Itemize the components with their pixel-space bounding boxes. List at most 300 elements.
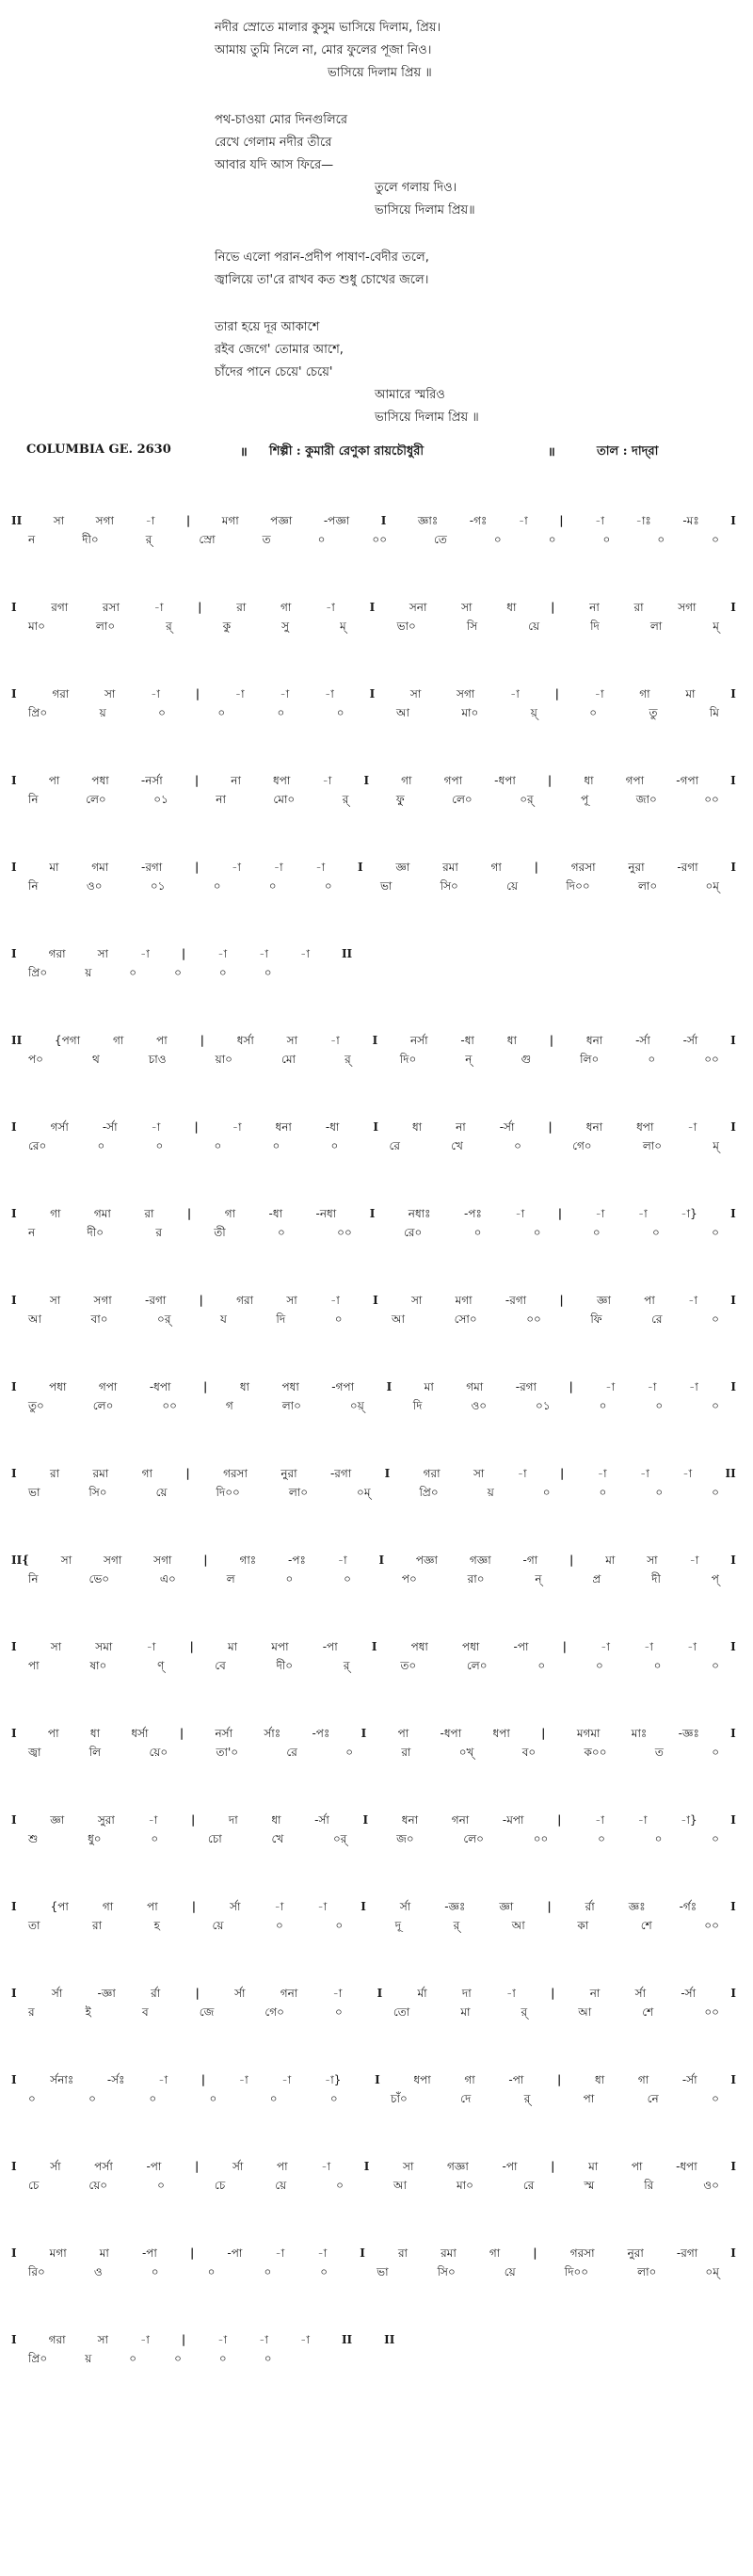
lyrics-line: ভাসিয়ে দিলাম প্রিয়॥: [375, 203, 475, 217]
syllable: না: [216, 793, 226, 806]
swara-note: ধর্সা: [131, 1727, 149, 1740]
swara-note: পধা: [91, 774, 109, 787]
syllable: আ: [578, 2005, 592, 2019]
swara-note: ধা: [506, 1034, 517, 1047]
swara-note: মা: [99, 2246, 109, 2260]
syllable-line: [11, 2091, 736, 2110]
swara-note: র্সা: [634, 1987, 647, 2000]
syllable: নে: [647, 2092, 659, 2105]
swara-note: -া: [518, 514, 528, 527]
syllable: মো০: [273, 793, 296, 806]
syllable: সু: [281, 620, 290, 633]
bar-line: I: [373, 1120, 378, 1134]
swara-note: ধনা: [401, 1813, 419, 1827]
swara-note: -া: [217, 947, 228, 960]
swara-note: -রগা: [515, 1380, 537, 1393]
syllable: ০: [599, 1486, 607, 1499]
bar-line: |: [569, 1554, 574, 1567]
syllable: তা'০: [216, 1746, 239, 1759]
syllable: ০: [157, 2179, 165, 2192]
swara-line: [11, 2246, 736, 2264]
swara-note: গনা: [280, 1987, 298, 2000]
syllable: কু: [222, 620, 232, 633]
swara-note: মপা: [271, 1640, 289, 1653]
lyrics-line: তুলে গলায় দিও।: [375, 181, 457, 195]
syllable-line: [11, 1225, 736, 1244]
swara-note: -া: [234, 687, 245, 700]
syllable-line: [11, 1745, 736, 1763]
syllable: শু: [28, 1832, 39, 1845]
lyrics-line: আমায় তুমি নিলে না, মোর ফুলের পূজা নিও।: [215, 43, 432, 57]
swara-note: পা: [644, 1294, 655, 1307]
syllable: ০: [174, 2352, 182, 2365]
syllable: তু০: [28, 1399, 44, 1412]
syllable: য়: [487, 1486, 494, 1499]
swara-note: নুরা: [628, 861, 645, 874]
swara-note: সা: [286, 1294, 297, 1307]
syllable: দী০: [276, 1659, 294, 1672]
swara-note: গা: [50, 1207, 61, 1220]
syllable: ০র্: [332, 1832, 347, 1845]
bar-line: I: [375, 2073, 380, 2086]
syllable: ০: [285, 1572, 294, 1586]
bar-line: I: [360, 2246, 365, 2260]
bar-line: |: [547, 1900, 552, 1913]
swara-note: -ধপা: [149, 1380, 171, 1393]
syllable: লা০: [637, 2265, 657, 2278]
bar-line: I: [730, 1554, 736, 1567]
syllable: আ: [392, 1312, 406, 1326]
syllable: ০: [592, 1226, 601, 1239]
swara-note: পধা: [49, 1380, 67, 1393]
swara-note: -ধপা: [676, 2160, 697, 2173]
swara-note: -া: [682, 1467, 693, 1480]
swara-note: ধা: [411, 1120, 423, 1134]
syllable: র: [28, 2005, 35, 2019]
swara-note: -া: [337, 1554, 347, 1567]
syllable-line: [11, 792, 736, 811]
syllable: ০: [599, 1399, 607, 1412]
syllable: রে: [389, 1139, 400, 1152]
syllable: ০: [151, 1832, 159, 1845]
bar-line: I: [11, 1640, 17, 1653]
syllable: মি: [709, 706, 719, 719]
syllable: য়: [85, 966, 92, 979]
swara-note: -া: [140, 2333, 150, 2346]
syllable: ০: [652, 1226, 660, 1239]
bar-line: |: [194, 774, 200, 787]
syllable: ম্: [713, 1139, 719, 1152]
swara-line: [11, 1379, 736, 1398]
swara-note: র্মা: [417, 1987, 427, 2000]
syllable: প০: [28, 1053, 43, 1066]
syllable: ০: [542, 1486, 551, 1499]
syllable: সি০: [440, 879, 458, 893]
syllable: গু: [521, 1053, 532, 1066]
swara-note: গা: [490, 861, 502, 874]
swara-note: জ্ঞা: [395, 861, 410, 874]
syllable: প্র: [592, 1572, 601, 1586]
swara-note: -মঃ: [682, 514, 699, 527]
lyrics-line: রেখে গেলাম নদীর তীরে: [215, 136, 332, 150]
swara-note: সা: [403, 2160, 414, 2173]
syllable: পূ: [581, 793, 589, 806]
swara-note: না: [456, 1120, 466, 1134]
tala-label: তাল : দাদ্‌রা: [597, 444, 659, 459]
syllable: ০: [336, 706, 344, 719]
syllable: জ০: [396, 1832, 414, 1845]
syllable: ০: [345, 1746, 354, 1759]
bar-line: I: [11, 1120, 17, 1134]
lyrics-line: পথ-চাওয়া মোর দিনগুলিরে: [215, 113, 348, 127]
syllable: ০: [595, 1659, 603, 1672]
syllable: ণ্: [157, 1659, 165, 1672]
bar-line: |: [189, 1640, 194, 1653]
swara-note: -রগা: [329, 1467, 352, 1480]
swara-note: -া: [324, 687, 334, 700]
swara-line: [11, 773, 736, 792]
swara-note: পা: [48, 774, 60, 787]
bar-line: |: [534, 861, 539, 874]
swara-line: [11, 1206, 736, 1225]
syllable: র্: [521, 2005, 528, 2019]
swara-note: গরসা: [570, 861, 596, 874]
syllable: আ: [28, 1312, 41, 1326]
syllable: ০: [158, 706, 166, 719]
bar-line: I: [730, 2160, 736, 2173]
swara-line: [11, 686, 736, 705]
syllable: মা০: [456, 2179, 473, 2192]
notation-row: [11, 2159, 736, 2246]
swara-note: -া: [322, 774, 332, 787]
swara-note: গনা: [451, 1813, 470, 1827]
syllable: ভা: [376, 2265, 389, 2278]
swara-line: [11, 2072, 736, 2091]
swara-note: গজ্ঞা: [447, 2160, 469, 2173]
swara-note: -ধা: [460, 1034, 474, 1047]
swara-note: -া: [597, 1467, 607, 1480]
bar-line: |: [199, 1294, 203, 1307]
syllable-line: [11, 1918, 736, 1937]
syllable: ০০: [372, 533, 388, 546]
swara-note: -া: [317, 1900, 328, 1913]
swara-note: নুরা: [280, 1467, 297, 1480]
syllable: দি০০: [216, 1486, 240, 1499]
syllable: জা০: [635, 793, 657, 806]
syllable-line: [11, 878, 736, 897]
swara-note: গরা: [236, 1294, 254, 1307]
swara-note: -া: [687, 1120, 697, 1134]
header-separator: ॥: [240, 445, 248, 459]
syllable: লা০: [281, 1399, 301, 1412]
swara-note: সা: [97, 947, 108, 960]
swara-note: -মপা: [502, 1813, 524, 1827]
syllable: সো০: [454, 1312, 477, 1326]
swara-note: -া: [151, 687, 160, 700]
notation-row: [11, 2072, 736, 2159]
bar-line: I: [376, 1987, 383, 2000]
swara-line: [11, 1812, 736, 1831]
swara-note: না: [231, 774, 241, 787]
swara-note: ধা: [239, 1380, 250, 1393]
syllable: দি০০: [566, 879, 590, 893]
syllable-line: [11, 1398, 736, 1417]
syllable: লি: [88, 1746, 102, 1759]
swara-note: ধপা: [492, 1727, 510, 1740]
swara-note: রা: [144, 1207, 154, 1220]
syllable: ০০: [704, 1919, 719, 1932]
syllable: য: [219, 1312, 227, 1326]
bar-line: I: [11, 1207, 17, 1220]
syllable: স্ম: [584, 2179, 595, 2192]
syllable: য়ে: [504, 2265, 516, 2278]
swara-note: -া: [317, 2246, 328, 2260]
notation-row: [11, 513, 736, 600]
syllable: র্: [453, 1919, 460, 1932]
swara-note: পধা: [462, 1640, 480, 1653]
lyrics-stanza: [215, 17, 648, 85]
syllable: ০খ্: [458, 1746, 474, 1759]
swara-note: -া: [330, 1294, 340, 1307]
syllable: দি০: [399, 1053, 417, 1066]
bar-line: |: [195, 861, 200, 874]
swara-note: -া}: [681, 1813, 697, 1827]
swara-note: -পা: [508, 2073, 524, 2086]
swara-note: জ্ঞা: [499, 1900, 514, 1913]
syllable: ০: [264, 2265, 272, 2278]
syllable: ধু০: [88, 1832, 102, 1845]
swara-note: মগা: [49, 2246, 67, 2260]
syllable: লা০: [642, 1139, 663, 1152]
syllable: য়া০: [215, 1053, 232, 1066]
syllable: গে০: [264, 2005, 284, 2019]
syllable: ০র্: [157, 1312, 171, 1326]
swara-note: সুরা: [97, 1813, 115, 1827]
swara-note: রা: [50, 1467, 60, 1480]
swara-note: গা: [102, 1900, 114, 1913]
syllable: ০য়্: [349, 1399, 364, 1412]
bar-line: I: [11, 1727, 17, 1740]
syllable-line: [11, 2178, 736, 2197]
syllable: আ: [511, 1919, 525, 1932]
syllable: ০: [217, 706, 226, 719]
swara-note: গরসা: [223, 1467, 248, 1480]
syllable: স্রো: [199, 533, 216, 546]
syllable: ০০: [526, 1312, 541, 1326]
syllable: র্: [344, 1053, 351, 1066]
syllable: থ: [91, 1053, 100, 1066]
syllable: জে: [199, 2005, 215, 2019]
swara-note: র্সা: [232, 2160, 244, 2173]
swara-note: ধনা: [585, 1034, 603, 1047]
swara-note: -র্সা: [635, 1034, 650, 1047]
swara-note: {পা: [50, 1900, 69, 1913]
swara-note: সা: [473, 1467, 485, 1480]
syllable: য়ে: [275, 2179, 287, 2192]
syllable: ০: [648, 1053, 656, 1066]
syllable: ও০: [471, 1399, 488, 1412]
swara-note: সগা: [95, 514, 114, 527]
swara-note: -জ্ঞা: [97, 1987, 116, 2000]
swara-note: রা: [236, 601, 247, 614]
syllable-line: [11, 2264, 736, 2283]
swara-note: -র্সা: [102, 1120, 118, 1134]
syllable: রা০: [467, 1572, 485, 1586]
swara-note: -া: [145, 514, 155, 527]
syllable: ত: [654, 1746, 664, 1759]
syllable: তা: [28, 1919, 40, 1932]
swara-line: [11, 600, 736, 619]
swara-note: মা: [228, 1640, 238, 1653]
syllable: গ: [225, 1399, 233, 1412]
syllable: য়ে০: [149, 1746, 168, 1759]
swara-note: -গঃ: [469, 514, 488, 527]
syllable: ০: [88, 2092, 96, 2105]
swara-note: -া: [595, 1207, 605, 1220]
swara-note: -া: [158, 2073, 168, 2086]
syllable: জ্বা: [28, 1746, 41, 1759]
swara-note: -া: [505, 1987, 516, 2000]
bar-line: I: [730, 601, 736, 614]
syllable: ও: [93, 2265, 103, 2278]
syllable: ০: [712, 1226, 719, 1239]
bar-line: I: [369, 1207, 376, 1220]
notation-row: [11, 1379, 736, 1466]
swara-note: পা: [156, 1034, 168, 1047]
syllable: ০: [97, 1139, 105, 1152]
swara-note: -পা: [322, 1640, 338, 1653]
syllable: নি: [28, 1572, 39, 1586]
syllable: ০: [209, 2092, 217, 2105]
lyrics-line: চাঁদের পানে চেয়ে' চেয়ে': [215, 365, 333, 379]
bar-line: |: [557, 2073, 562, 2086]
syllable: ০: [533, 1226, 541, 1239]
syllable: আ: [395, 706, 409, 719]
syllable: ন্: [535, 1572, 542, 1586]
syllable: ও০: [86, 879, 103, 893]
syllable: রে: [522, 2179, 535, 2192]
lyrics-line: রইব জেগে' তোমার আশে,: [215, 343, 344, 357]
swara-note: -র্সঃ: [106, 2073, 125, 2086]
swara-note: পধা: [410, 1640, 428, 1653]
bar-line: II: [11, 514, 23, 527]
swara-note: -রগা: [145, 1294, 167, 1307]
syllable: য়ে: [155, 1486, 168, 1499]
syllable: দী০: [82, 533, 99, 546]
swara-note: র্সা: [234, 1987, 246, 2000]
bar-line: |: [198, 601, 202, 614]
bar-line: II{: [11, 1554, 29, 1567]
syllable: ০০: [533, 1832, 549, 1845]
swara-note: -া: [517, 1467, 527, 1480]
syllable: রি: [644, 2179, 654, 2192]
swara-note: -া: [280, 687, 290, 700]
syllable: ন: [28, 533, 36, 546]
bar-line: |: [541, 1727, 546, 1740]
swara-note: নধাঃ: [408, 1207, 431, 1220]
syllable: হ: [153, 1919, 160, 1932]
swara-note: -গা: [522, 1554, 538, 1567]
syllable: ০: [213, 879, 221, 893]
syllable: কা: [577, 1919, 589, 1932]
syllable: চাঁ০: [391, 2092, 408, 2105]
record-header: [21, 441, 736, 463]
syllable: প্রি০: [419, 1486, 439, 1499]
bar-line: I: [11, 2160, 17, 2173]
swara-note: -া: [217, 2333, 228, 2346]
bar-line: |: [194, 1120, 199, 1134]
syllable: এ০: [159, 1572, 176, 1586]
lyrics-line: নদীর স্রোতে মালার কুসুম ভাসিয়ে দিলাম, প্রিয়।: [215, 21, 441, 35]
syllable: ফি: [590, 1312, 602, 1326]
swara-note: -া: [259, 947, 269, 960]
syllable: লা: [649, 620, 663, 633]
syllable: ম্: [339, 620, 346, 633]
swara-note: নর্সা: [215, 1727, 233, 1740]
syllable: ০: [214, 1139, 222, 1152]
swara-line: [11, 2332, 736, 2351]
bar-line: I: [358, 861, 363, 874]
bar-line: I: [11, 774, 17, 787]
bar-line: I: [11, 1813, 17, 1827]
swara-note: -নধা: [315, 1207, 337, 1220]
swara-note: -পঃ: [288, 1554, 306, 1567]
swara-note: র্রা: [151, 1987, 161, 2000]
bar-line: I: [360, 1727, 367, 1740]
swara-note: -া: [689, 1554, 699, 1567]
lyrics-line: নিভে এলো পরান-প্রদীপ পাষাণ-বেদীর তলে,: [215, 250, 429, 265]
swara-note: -া: [232, 1120, 242, 1134]
swara-note: গপা: [625, 774, 645, 787]
swara-note: গরা: [48, 947, 66, 960]
swara-note: -পা: [513, 1640, 529, 1653]
bar-line: I: [730, 1034, 736, 1047]
syllable: পা: [28, 1659, 40, 1672]
syllable: ০: [655, 1399, 664, 1412]
bar-line: |: [557, 1207, 563, 1220]
bar-line: I: [371, 1640, 377, 1653]
swara-note: -া: [232, 861, 242, 874]
syllable: নি: [28, 879, 39, 893]
swara-note: নর্সা: [410, 1034, 428, 1047]
syllable: রে: [286, 1746, 297, 1759]
syllable: ০: [218, 2352, 227, 2365]
swara-note: -া: [605, 1380, 616, 1393]
lyrics-line: জ্বালিয়ে তা'রে রাখব কত শুধু চোখের জলে।: [215, 273, 429, 287]
syllable: ০: [151, 2265, 159, 2278]
syllable: ০: [712, 1832, 719, 1845]
syllable: ০: [653, 1659, 662, 1672]
syllable: আ: [393, 2179, 407, 2192]
syllable: ০: [264, 2352, 272, 2365]
swara-note: গা: [639, 687, 650, 700]
lyrics-stanza: [215, 109, 648, 222]
swara-note: -র্সা: [681, 2073, 697, 2086]
syllable: দে: [460, 2092, 472, 2105]
swara-note: মগমা: [576, 1727, 601, 1740]
syllable: ০: [320, 2265, 328, 2278]
syllable: ০: [712, 1399, 719, 1412]
lyrics-line: আবার যদি আস ফিরে—: [215, 158, 334, 172]
bar-line: |: [185, 514, 191, 527]
swara-note: ধা: [89, 1727, 101, 1740]
swara-note: -া: [153, 601, 164, 614]
swara-note: -পা: [502, 2160, 518, 2173]
swara-note: -র্সা: [314, 1813, 329, 1827]
syllable: দী: [651, 1572, 661, 1586]
bar-line: |: [547, 774, 553, 787]
syllable: রা: [401, 1746, 411, 1759]
